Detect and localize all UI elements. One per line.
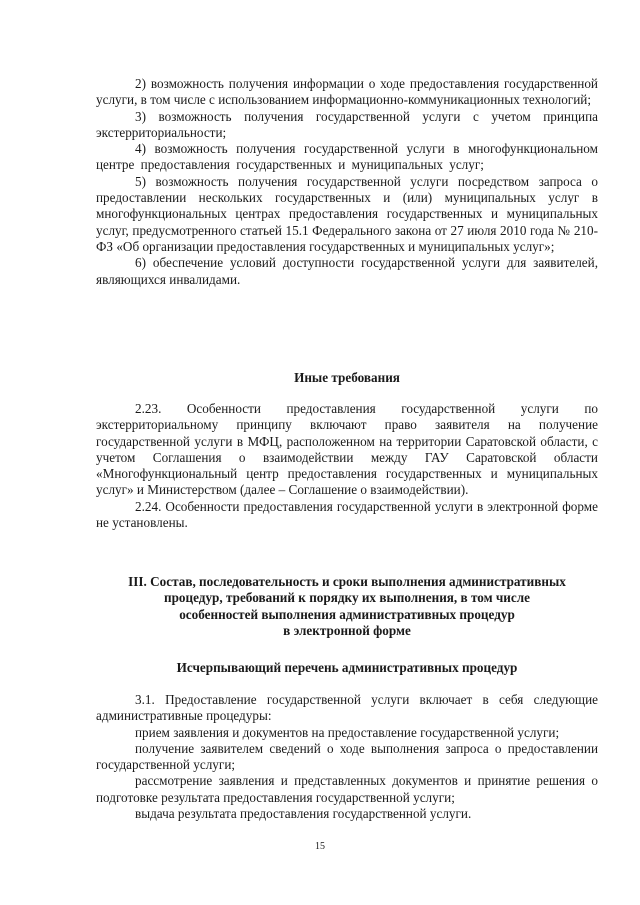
procedure-item-3: рассмотрение заявления и представленных документов и принятие решения о подготовке результата предоставления государственной услуги; bbox=[96, 773, 598, 805]
procedures-list bbox=[96, 692, 598, 822]
procedure-item-2: получение заявителем сведений о ходе выполнения запроса о предоставлении государственной услуги; bbox=[96, 740, 598, 773]
paragraph-item-5: 5) возможность получения государственной услуги посредством запроса о предоставлении нескольких государственных и (или) муниципальных услуг в многофункциональных центрах предоставления государственных и муниципальных услуг, предусмотренного статьей 15.1 Федерального закона от 27 июля 2010 года № 210-ФЗ «Об организации предоставления государственных и муниципальных услуг»; bbox=[96, 173, 598, 254]
heading-procedures-list: Исчерпывающий перечень административных процедур bbox=[176, 660, 518, 675]
paragraph-item-3: 3) возможность получения государственной услуги с учетом принципа экстерриториальности; bbox=[96, 108, 598, 140]
paragraph-2-24: 2.24. Особенности предоставления государственной услуги в электронной форме не установлены. bbox=[96, 498, 598, 531]
heading-other-requirements-wrap bbox=[96, 370, 598, 386]
heading-other-requirements: Иные требования bbox=[294, 370, 400, 385]
heading-procedures-list-wrap bbox=[96, 660, 598, 676]
paragraph-item-6: 6) обеспечение условий доступности государственной услуги для заявителей, являющихся инвалидами. bbox=[96, 255, 598, 287]
paragraph-item-4: 4) возможность получения государственной услуги в многофункциональном центре предоставления государственных и муниципальных услуг; bbox=[96, 141, 598, 173]
page-number: 15 bbox=[315, 841, 325, 852]
paragraph-2-23: 2.23. Особенности предоставления государственной услуги по экстерриториальному принципу включают право заявителя на получение государственной услуги в МФЦ, расположенном на территории Саратовской области, с учетом Соглашения о взаимодействии между ГАУ Саратовской области «Многофункциональный центр предоставления государственных и муниципальных услуг» и Министерством (далее – Соглашение о взаимодействии). bbox=[96, 401, 598, 498]
requirements-list bbox=[96, 76, 598, 288]
paragraph-3-1: 3.1. Предоставление государственной услуги включает в себя следующие административные процедуры: bbox=[96, 692, 598, 724]
section-iii-title bbox=[96, 574, 598, 639]
section-title-line-4: в электронной форме bbox=[283, 622, 411, 638]
other-requirements-body bbox=[96, 401, 598, 531]
procedure-item-1: прием заявления и документов на предоставление государственной услуги; bbox=[135, 724, 560, 740]
section-title-line-3: особенностей выполнения административных процедур bbox=[179, 606, 515, 622]
section-title-line-2: процедур, требований к порядку их выполнения, в том числе bbox=[163, 590, 531, 606]
paragraph-item-2: 2) возможность получения информации о ходе предоставления государственной услуги, в том числе с использованием информационно-коммуникационных технологий; bbox=[96, 76, 598, 108]
section-title-line-1: III. Состав, последовательность и сроки выполнения административных bbox=[128, 574, 566, 589]
procedure-item-4: выдача результата предоставления государственной услуги. bbox=[135, 806, 472, 822]
